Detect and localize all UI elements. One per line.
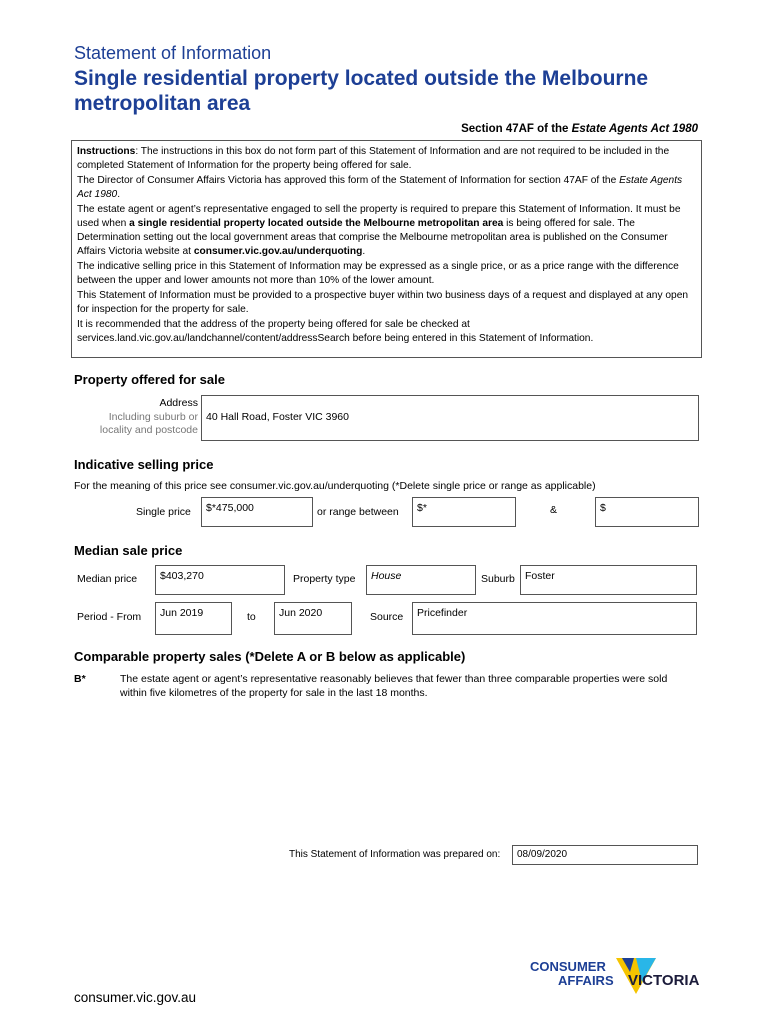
price-note: For the meaning of this price see consumer.vic.gov.au/underquoting (*Delete single price or range as applicable): [74, 480, 596, 492]
range-label: or range between: [317, 506, 399, 518]
logo-word-affairs: AFFAIRS: [558, 973, 614, 988]
address-hint-2: locality and postcode: [99, 424, 198, 436]
range-high-field[interactable]: $: [595, 497, 699, 527]
address-hint-1: Including suburb or: [108, 410, 198, 423]
period-to-label: to: [247, 611, 256, 623]
instructions-p3: The estate agent or agent’s representative engaged to sell the property is required to prepare this Statement of Information. It must be used when a single residential property located outside the Melbourne metropolitan area is being offered for sale. The Determination setting out the local government areas that comprise the Melbourne metropolitan area is published on the Consumer Affairs Victoria website at consumer.vic.gov.au/underquoting.: [77, 204, 681, 257]
median-heading: Median sale price: [74, 543, 183, 558]
property-type-label: Property type: [293, 573, 356, 585]
prepared-on-field[interactable]: 08/09/2020: [512, 845, 698, 865]
instructions-p4: The indicative selling price in this Statement of Information may be expressed as a single price, or as a price range with the difference between the upper and lower amounts not more than 10% of the lower amount.: [77, 261, 679, 286]
consumer-affairs-victoria-logo: [528, 958, 703, 1006]
period-from-field[interactable]: Jun 2019: [155, 602, 232, 635]
comparable-heading: Comparable property sales (*Delete A or B below as applicable): [74, 649, 466, 664]
logo-word-consumer: CONSUMER: [530, 959, 606, 974]
address-field[interactable]: 40 Hall Road, Foster VIC 3960: [201, 395, 699, 441]
comparable-option-marker: B*: [74, 673, 86, 685]
instructions-box: [71, 140, 702, 358]
logo-word-victoria: VICTORIA: [628, 972, 700, 989]
range-low-field[interactable]: $*: [412, 497, 516, 527]
property-heading: Property offered for sale: [74, 372, 225, 387]
period-to-field[interactable]: Jun 2020: [274, 602, 352, 635]
instructions-p6: It is recommended that the address of the property being offered for sale be checked at services.land.vic.gov.au/landchannel/content/addressSearch before being entered in this Statement of Information.: [77, 319, 594, 344]
suburb-label: Suburb: [481, 573, 515, 585]
form-pre-title: Statement of Information: [74, 43, 272, 63]
source-field[interactable]: Pricefinder: [412, 602, 697, 635]
median-price-field[interactable]: $403,270: [155, 565, 285, 595]
form-title: Single residential property located outside the Melbourne metropolitan area: [74, 67, 649, 115]
range-ampersand: &: [550, 504, 558, 516]
suburb-field[interactable]: Foster: [520, 565, 697, 595]
address-label: Address: [159, 397, 198, 409]
section-reference: Section 47AF of the Estate Agents Act 1980: [461, 123, 698, 135]
address-label-block: [74, 397, 198, 438]
price-heading: Indicative selling price: [74, 457, 214, 472]
period-from-label: Period - From: [77, 611, 142, 623]
instructions-p1: Instructions: The instructions in this box do not form part of this Statement of Information and are not required to be included in the completed Statement of Information for the property being offered for sale.: [77, 146, 670, 171]
source-label: Source: [370, 611, 404, 623]
comparable-option-text: The estate agent or agent’s representative reasonably believes that fewer than three comparable properties were sold within five kilometres of the property for sale in the last 18 months.: [120, 673, 668, 699]
prepared-on-label: This Statement of Information was prepared on:: [289, 849, 501, 860]
median-price-label: Median price: [77, 573, 138, 585]
property-type-field[interactable]: House: [366, 565, 476, 595]
instructions-p5: This Statement of Information must be provided to a prospective buyer within two business days of a request and displayed at any open for inspection for the property for sale.: [77, 290, 689, 315]
single-price-label: Single price: [136, 506, 191, 518]
footer-url: consumer.vic.gov.au: [74, 990, 197, 1005]
instructions-p2: The Director of Consumer Affairs Victoria has approved this form of the Statement of Information for section 47AF of the Estate Agents Act 1980.: [77, 175, 683, 200]
section-act-name: Estate Agents Act 1980: [571, 123, 698, 135]
single-price-field[interactable]: $*475,000: [201, 497, 313, 527]
